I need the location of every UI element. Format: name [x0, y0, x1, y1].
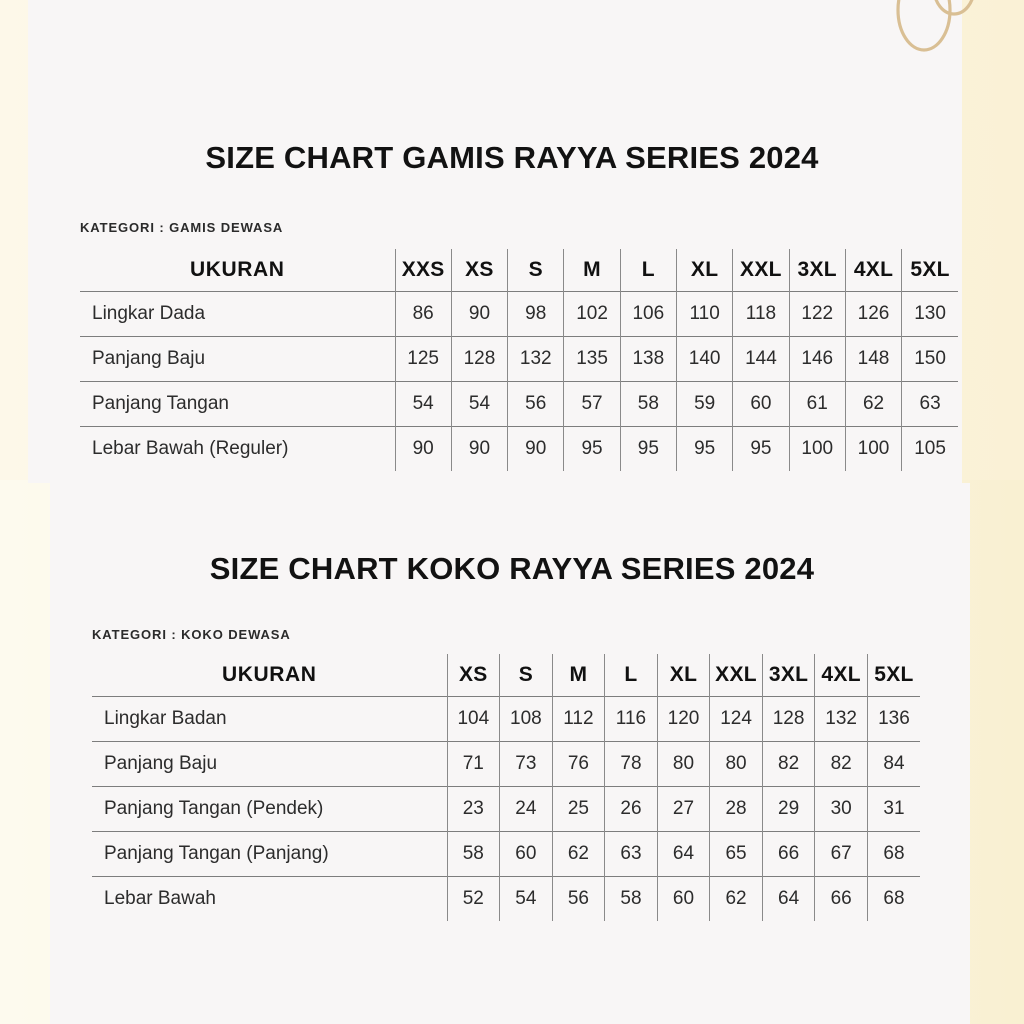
measurement-cell: 62	[710, 877, 763, 922]
measurement-cell: 120	[657, 697, 710, 742]
measurement-cell: 30	[815, 787, 868, 832]
measurement-cell: 124	[710, 697, 763, 742]
measurement-cell: 110	[676, 292, 732, 337]
measurement-cell: 23	[447, 787, 500, 832]
measurement-cell: 58	[620, 382, 676, 427]
measurement-cell: 54	[500, 877, 553, 922]
column-header-size: XXL	[733, 249, 789, 292]
table-row	[92, 742, 920, 787]
measurement-cell: 78	[605, 742, 658, 787]
measurement-cell: 86	[395, 292, 451, 337]
measurement-cell: 25	[552, 787, 605, 832]
size-table-gamis	[80, 249, 958, 471]
measurement-cell: 54	[451, 382, 507, 427]
measurement-cell: 132	[508, 337, 564, 382]
column-header-size: XS	[451, 249, 507, 292]
column-header-size: M	[552, 654, 605, 697]
measurement-cell: 80	[710, 742, 763, 787]
table-header-row	[80, 249, 958, 292]
measurement-cell: 95	[733, 427, 789, 472]
measurement-cell: 108	[500, 697, 553, 742]
column-header-size: M	[564, 249, 620, 292]
column-header-size: S	[500, 654, 553, 697]
measurement-cell: 128	[451, 337, 507, 382]
measurement-cell: 57	[564, 382, 620, 427]
measurement-cell: 102	[564, 292, 620, 337]
table-header-row	[92, 654, 920, 697]
measurement-cell: 59	[676, 382, 732, 427]
row-label: Panjang Baju	[80, 337, 395, 382]
measurement-cell: 56	[508, 382, 564, 427]
measurement-cell: 130	[902, 292, 958, 337]
measurement-cell: 84	[867, 742, 920, 787]
measurement-cell: 100	[789, 427, 845, 472]
measurement-cell: 100	[845, 427, 901, 472]
measurement-cell: 118	[733, 292, 789, 337]
column-header-size: S	[508, 249, 564, 292]
measurement-cell: 90	[395, 427, 451, 472]
measurement-cell: 136	[867, 697, 920, 742]
measurement-cell: 104	[447, 697, 500, 742]
table-row	[80, 337, 958, 382]
column-header-size: L	[605, 654, 658, 697]
row-label: Lebar Bawah	[92, 877, 447, 922]
measurement-cell: 76	[552, 742, 605, 787]
measurement-cell: 105	[902, 427, 958, 472]
column-header-size: 5XL	[867, 654, 920, 697]
column-header-size: XL	[657, 654, 710, 697]
column-header-size: L	[620, 249, 676, 292]
measurement-cell: 63	[902, 382, 958, 427]
measurement-cell: 63	[605, 832, 658, 877]
measurement-cell: 60	[657, 877, 710, 922]
measurement-cell: 56	[552, 877, 605, 922]
table-row	[80, 292, 958, 337]
measurement-cell: 54	[395, 382, 451, 427]
measurement-cell: 95	[620, 427, 676, 472]
measurement-cell: 150	[902, 337, 958, 382]
measurement-cell: 29	[762, 787, 815, 832]
column-header-ukuran: UKURAN	[221, 663, 317, 686]
table-body	[92, 697, 920, 922]
measurement-cell: 60	[500, 832, 553, 877]
kategori-label-koko: KATEGORI : KOKO DEWASA	[92, 627, 291, 642]
table-row	[92, 877, 920, 922]
measurement-cell: 64	[657, 832, 710, 877]
measurement-cell: 116	[605, 697, 658, 742]
measurement-cell: 140	[676, 337, 732, 382]
measurement-cell: 135	[564, 337, 620, 382]
measurement-cell: 106	[620, 292, 676, 337]
measurement-cell: 26	[605, 787, 658, 832]
measurement-cell: 61	[789, 382, 845, 427]
measurement-cell: 90	[508, 427, 564, 472]
row-label: Panjang Tangan (Pendek)	[92, 787, 447, 832]
column-header-size: 4XL	[815, 654, 868, 697]
measurement-cell: 24	[500, 787, 553, 832]
table-row	[80, 382, 958, 427]
measurement-cell: 60	[733, 382, 789, 427]
row-label: Lingkar Badan	[92, 697, 447, 742]
measurement-cell: 90	[451, 427, 507, 472]
measurement-cell: 68	[867, 832, 920, 877]
measurement-cell: 98	[508, 292, 564, 337]
row-label: Lingkar Dada	[80, 292, 395, 337]
measurement-cell: 62	[552, 832, 605, 877]
measurement-cell: 90	[451, 292, 507, 337]
measurement-cell: 80	[657, 742, 710, 787]
column-header-size: XS	[447, 654, 500, 697]
measurement-cell: 125	[395, 337, 451, 382]
table-body	[80, 292, 958, 472]
column-header-ukuran: UKURAN	[189, 258, 285, 281]
measurement-cell: 66	[762, 832, 815, 877]
measurement-cell: 66	[815, 877, 868, 922]
row-label: Panjang Baju	[92, 742, 447, 787]
measurement-cell: 52	[447, 877, 500, 922]
page-title-koko: SIZE CHART KOKO RAYYA SERIES 2024	[209, 551, 815, 586]
measurement-cell: 28	[710, 787, 763, 832]
row-label: Panjang Tangan (Panjang)	[92, 832, 447, 877]
measurement-cell: 27	[657, 787, 710, 832]
measurement-cell: 112	[552, 697, 605, 742]
row-label: Lebar Bawah (Reguler)	[80, 427, 395, 472]
table-row	[92, 697, 920, 742]
measurement-cell: 132	[815, 697, 868, 742]
measurement-cell: 138	[620, 337, 676, 382]
measurement-cell: 82	[762, 742, 815, 787]
measurement-cell: 62	[845, 382, 901, 427]
size-table-koko	[92, 654, 920, 921]
measurement-cell: 128	[762, 697, 815, 742]
measurement-cell: 146	[789, 337, 845, 382]
column-header-size: XL	[676, 249, 732, 292]
measurement-cell: 64	[762, 877, 815, 922]
table-row	[92, 832, 920, 877]
page-title-gamis: SIZE CHART GAMIS RAYYA SERIES 2024	[205, 140, 819, 175]
section-koko	[0, 483, 1024, 921]
measurement-cell: 82	[815, 742, 868, 787]
row-label: Panjang Tangan	[80, 382, 395, 427]
measurement-cell: 126	[845, 292, 901, 337]
measurement-cell: 148	[845, 337, 901, 382]
measurement-cell: 122	[789, 292, 845, 337]
measurement-cell: 67	[815, 832, 868, 877]
measurement-cell: 68	[867, 877, 920, 922]
measurement-cell: 65	[710, 832, 763, 877]
table-row	[92, 787, 920, 832]
kategori-label-gamis: KATEGORI : GAMIS DEWASA	[80, 220, 284, 235]
column-header-size: 5XL	[902, 249, 958, 292]
measurement-cell: 95	[676, 427, 732, 472]
table-row	[80, 427, 958, 472]
column-header-size: 4XL	[845, 249, 901, 292]
column-header-size: 3XL	[789, 249, 845, 292]
measurement-cell: 58	[605, 877, 658, 922]
measurement-cell: 71	[447, 742, 500, 787]
column-header-size: XXS	[395, 249, 451, 292]
measurement-cell: 144	[733, 337, 789, 382]
measurement-cell: 95	[564, 427, 620, 472]
measurement-cell: 73	[500, 742, 553, 787]
measurement-cell: 31	[867, 787, 920, 832]
column-header-size: 3XL	[762, 654, 815, 697]
measurement-cell: 58	[447, 832, 500, 877]
column-header-size: XXL	[710, 654, 763, 697]
section-gamis	[0, 0, 1024, 471]
